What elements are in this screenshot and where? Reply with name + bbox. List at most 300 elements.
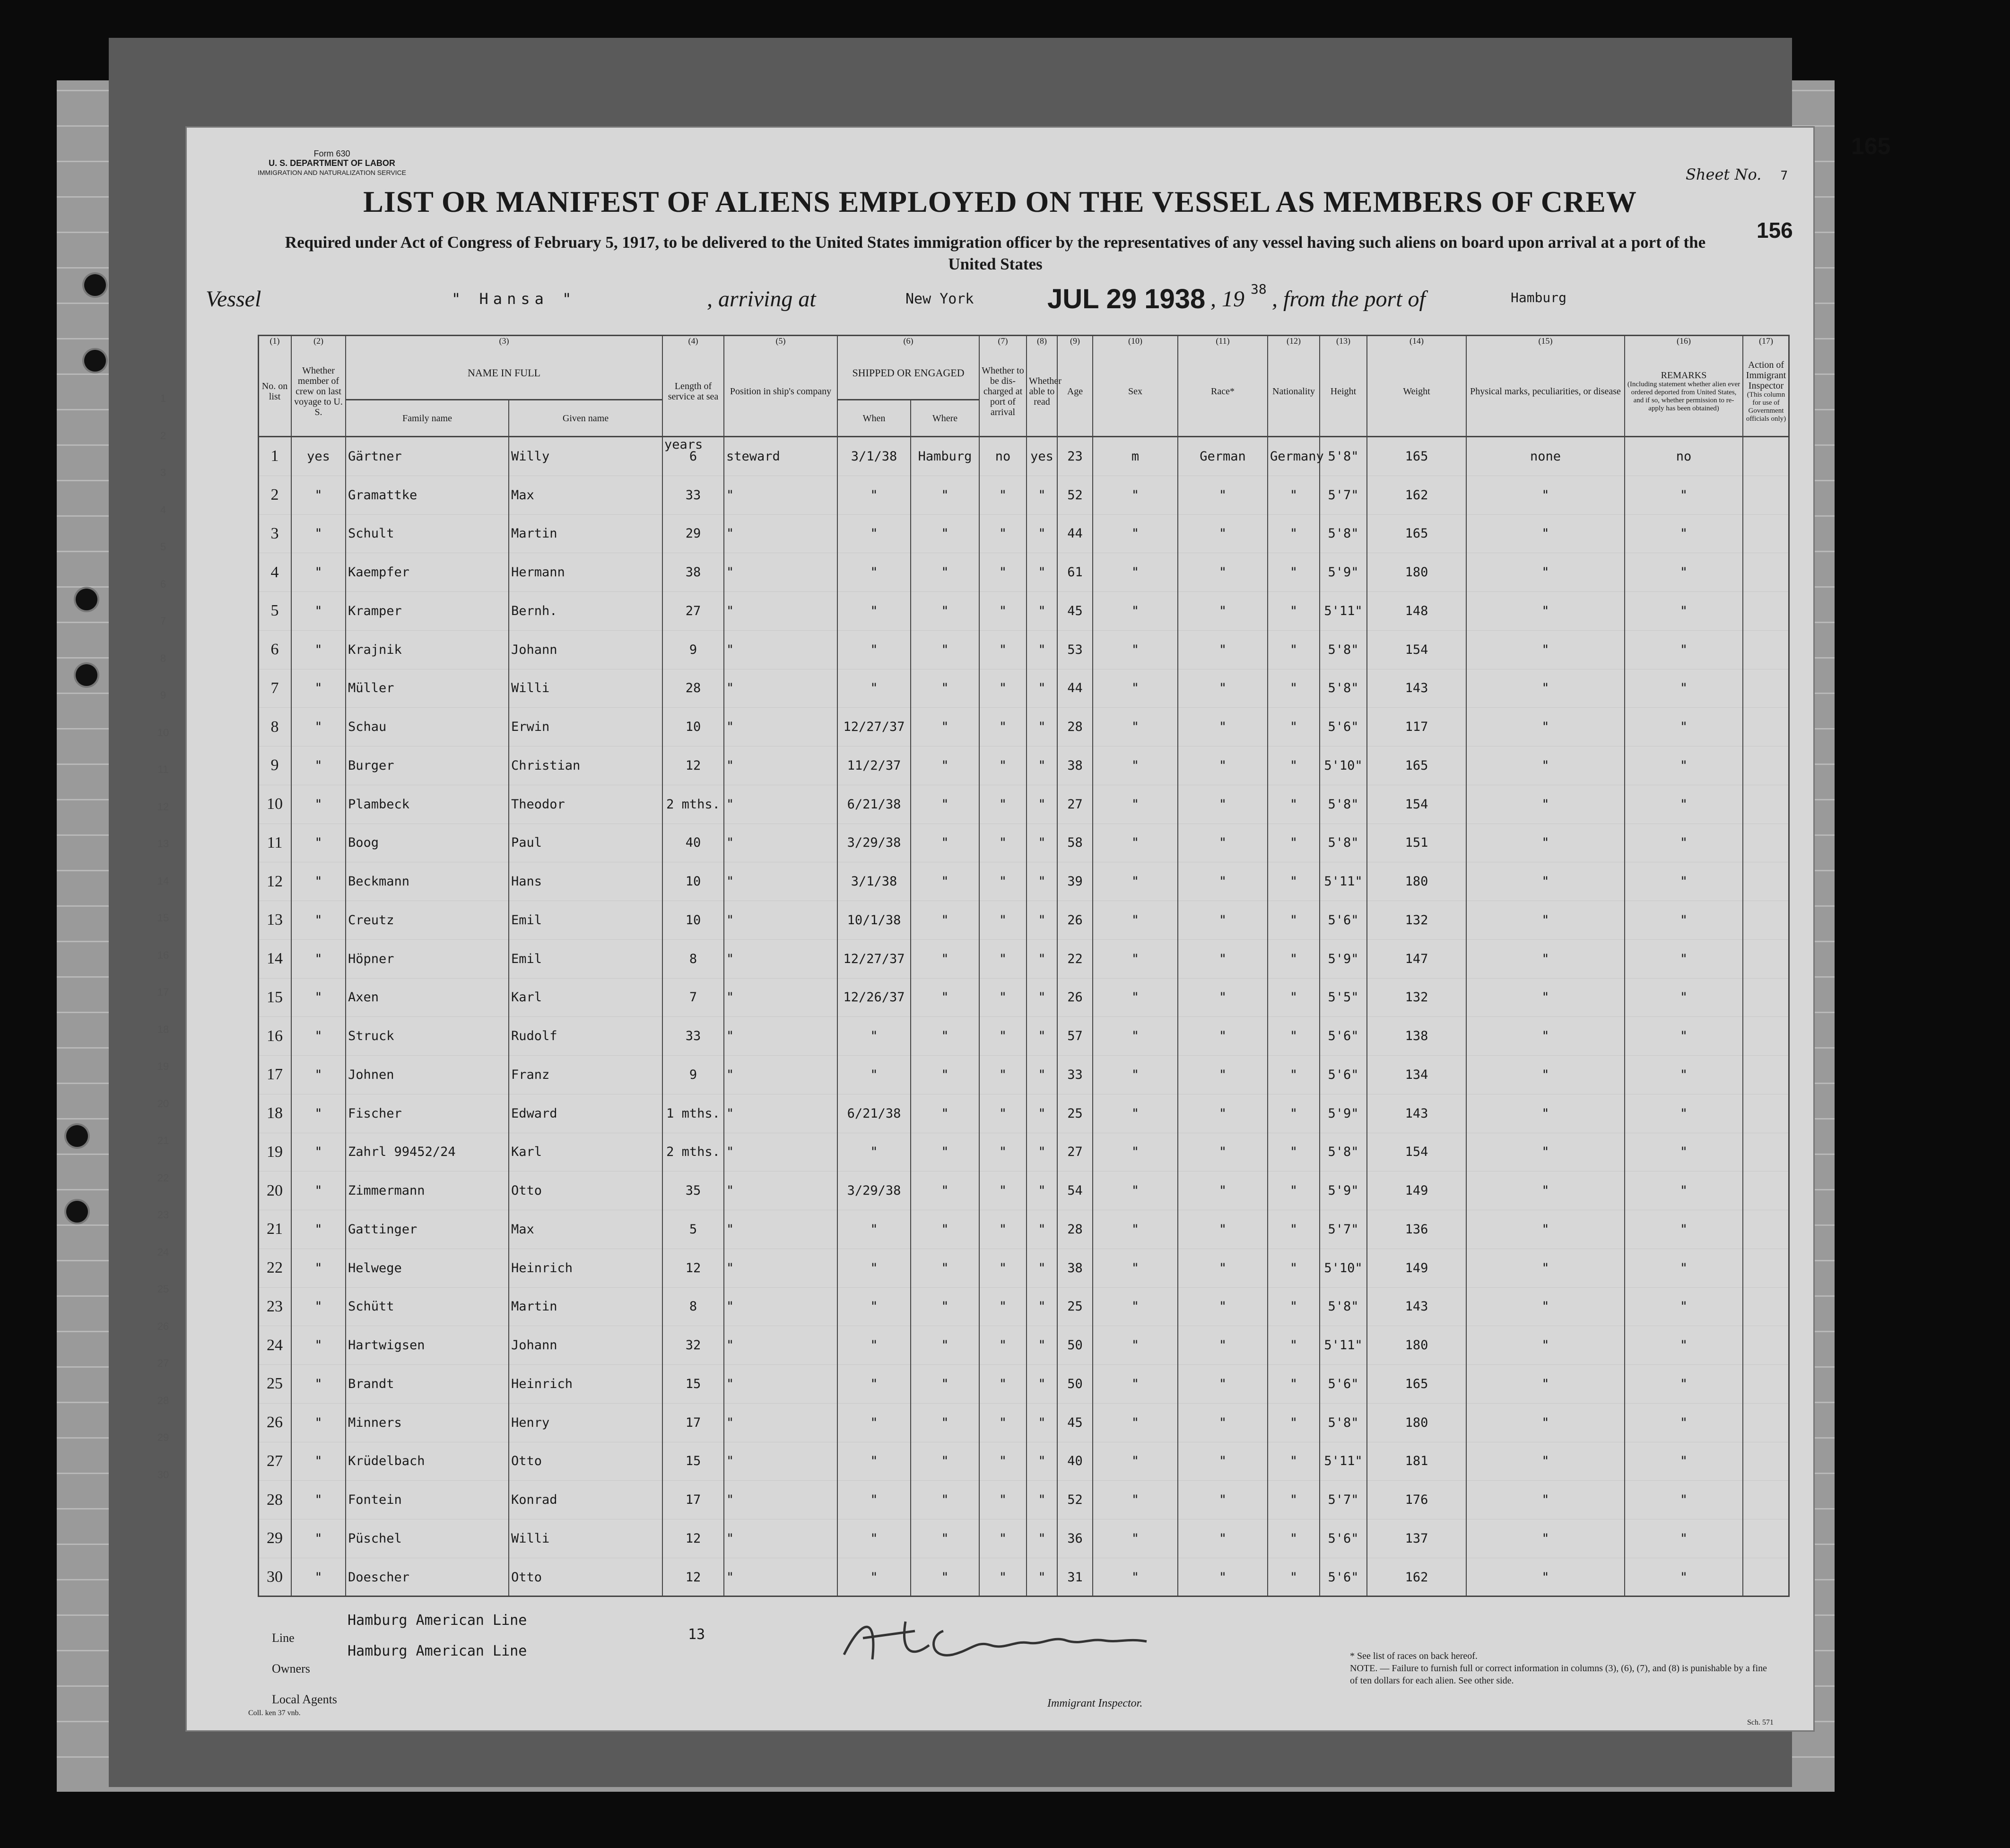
- nationality-cell: ": [1268, 901, 1320, 940]
- race-cell: ": [1178, 1249, 1268, 1287]
- shipped-when-cell: ": [837, 630, 911, 669]
- given-name-cell: Bernh.: [509, 592, 662, 631]
- margin-line-number: 16: [157, 949, 169, 961]
- sex-cell: ": [1093, 1442, 1178, 1481]
- given-name-cell: Heinrich: [509, 1249, 662, 1287]
- position-cell: ": [724, 1056, 837, 1094]
- crew-last-voyage-cell: ": [291, 1326, 346, 1365]
- nationality-cell: ": [1268, 1171, 1320, 1210]
- discharged-cell: ": [979, 1210, 1027, 1249]
- able-read-cell: ": [1027, 1249, 1057, 1287]
- margin-line-number: 30: [157, 1468, 169, 1481]
- nationality-cell: ": [1268, 824, 1320, 862]
- remarks-cell: no: [1625, 437, 1743, 476]
- family-name-cell: Fischer: [346, 1094, 509, 1133]
- able-read-cell: ": [1027, 476, 1057, 514]
- age-cell: 50: [1057, 1326, 1093, 1365]
- table-row: [258, 1249, 1789, 1287]
- column-number: (8): [1027, 335, 1057, 347]
- age-cell: 54: [1057, 1171, 1093, 1210]
- sex-cell: ": [1093, 1519, 1178, 1558]
- family-name-cell: Gärtner: [346, 437, 509, 476]
- age-cell: 36: [1057, 1519, 1093, 1558]
- col-action-title: Action of Immigrant Inspector: [1746, 360, 1786, 391]
- height-cell: 5'8": [1320, 630, 1367, 669]
- height-cell: 5'5": [1320, 978, 1367, 1017]
- shipped-when-cell: ": [837, 1056, 911, 1094]
- physical-marks-cell: ": [1466, 746, 1625, 785]
- race-cell: ": [1178, 1133, 1268, 1171]
- shipped-when-cell: ": [837, 1403, 911, 1442]
- family-name-cell: Minners: [346, 1403, 509, 1442]
- race-cell: ": [1178, 824, 1268, 862]
- row-number-cell: 22: [258, 1249, 291, 1287]
- column-number: (13): [1320, 335, 1367, 347]
- family-name-cell: Püschel: [346, 1519, 509, 1558]
- sex-cell: ": [1093, 1326, 1178, 1365]
- physical-marks-cell: ": [1466, 1094, 1625, 1133]
- position-cell: ": [724, 862, 837, 901]
- remarks-cell: ": [1625, 824, 1743, 862]
- nationality-cell: ": [1268, 476, 1320, 514]
- table-row: [258, 824, 1789, 862]
- table-row: [258, 1056, 1789, 1094]
- table-row: [258, 1519, 1789, 1558]
- given-name-cell: Karl: [509, 978, 662, 1017]
- position-cell: ": [724, 1326, 837, 1365]
- margin-line-number: 15: [157, 912, 169, 924]
- weight-cell: 154: [1367, 785, 1466, 824]
- able-read-cell: ": [1027, 553, 1057, 592]
- weight-cell: 180: [1367, 1403, 1466, 1442]
- family-name-cell: Struck: [346, 1017, 509, 1056]
- length-service-cell: 8: [662, 939, 724, 978]
- race-cell: ": [1178, 862, 1268, 901]
- row-number-cell: 26: [258, 1403, 291, 1442]
- shipped-when-cell: ": [837, 1481, 911, 1519]
- column-number: (12): [1268, 335, 1320, 347]
- discharged-cell: ": [979, 630, 1027, 669]
- shipped-where-cell: ": [911, 746, 979, 785]
- position-cell: ": [724, 514, 837, 553]
- shipped-where-cell: ": [911, 824, 979, 862]
- table-row: [258, 978, 1789, 1017]
- column-number: (10): [1093, 335, 1178, 347]
- shipped-when-cell: 12/27/37: [837, 708, 911, 746]
- line-label: Line: [272, 1631, 295, 1645]
- family-name-cell: Helwege: [346, 1249, 509, 1287]
- age-cell: 33: [1057, 1056, 1093, 1094]
- row-number-cell: 4: [258, 553, 291, 592]
- shipped-where-cell: ": [911, 514, 979, 553]
- table-row: [258, 1017, 1789, 1056]
- handwritten-13: 13: [688, 1626, 705, 1643]
- height-cell: 5'7": [1320, 476, 1367, 514]
- given-name-cell: Martin: [509, 514, 662, 553]
- weight-cell: 165: [1367, 437, 1466, 476]
- nationality-cell: ": [1268, 1442, 1320, 1481]
- crew-last-voyage-cell: ": [291, 669, 346, 708]
- position-cell: ": [724, 1365, 837, 1404]
- able-read-cell: ": [1027, 1287, 1057, 1326]
- family-name-cell: Axen: [346, 978, 509, 1017]
- shipped-where-cell: ": [911, 592, 979, 631]
- discharged-cell: ": [979, 592, 1027, 631]
- crew-last-voyage-cell: ": [291, 939, 346, 978]
- length-service-cell: 5: [662, 1210, 724, 1249]
- race-cell: ": [1178, 901, 1268, 940]
- col-crew-last-voyage: Whether member of crew on last voyage to U. S.: [291, 347, 346, 437]
- age-cell: 45: [1057, 592, 1093, 631]
- position-cell: ": [724, 1210, 837, 1249]
- age-cell: 45: [1057, 1403, 1093, 1442]
- margin-line-number: 23: [157, 1209, 169, 1221]
- column-number: (4): [662, 335, 724, 347]
- shipped-when-cell: 3/1/38: [837, 862, 911, 901]
- col-race: Race*: [1178, 347, 1268, 437]
- able-read-cell: ": [1027, 939, 1057, 978]
- able-read-cell: yes: [1027, 437, 1057, 476]
- column-number: (16): [1625, 335, 1743, 347]
- column-number: (2): [291, 335, 346, 347]
- nationality-cell: ": [1268, 1403, 1320, 1442]
- physical-marks-cell: ": [1466, 553, 1625, 592]
- height-cell: 5'8": [1320, 514, 1367, 553]
- col-sex: Sex: [1093, 347, 1178, 437]
- position-cell: ": [724, 1094, 837, 1133]
- col-when: When: [837, 400, 911, 437]
- row-number-cell: 30: [258, 1558, 291, 1596]
- table-row: [258, 514, 1789, 553]
- discharged-cell: ": [979, 1558, 1027, 1596]
- crew-last-voyage-cell: ": [291, 978, 346, 1017]
- shipped-when-cell: 10/1/38: [837, 901, 911, 940]
- action-inspector-cell: [1743, 1171, 1789, 1210]
- height-cell: 5'8": [1320, 824, 1367, 862]
- able-read-cell: ": [1027, 1133, 1057, 1171]
- given-name-cell: Erwin: [509, 708, 662, 746]
- given-name-cell: Hans: [509, 862, 662, 901]
- margin-line-number: 1: [160, 392, 166, 404]
- weight-cell: 180: [1367, 553, 1466, 592]
- height-cell: 5'6": [1320, 708, 1367, 746]
- shipped-where-cell: ": [911, 1287, 979, 1326]
- sex-cell: ": [1093, 1056, 1178, 1094]
- owners-value: Hamburg American Line: [348, 1643, 527, 1659]
- column-number-row: [258, 335, 1789, 347]
- shipped-where-cell: ": [911, 862, 979, 901]
- shipped-when-cell: ": [837, 1249, 911, 1287]
- table-row: [258, 746, 1789, 785]
- able-read-cell: ": [1027, 630, 1057, 669]
- able-read-cell: ": [1027, 862, 1057, 901]
- race-cell: ": [1178, 1365, 1268, 1404]
- age-cell: 38: [1057, 1249, 1093, 1287]
- col-physical-marks: Physical marks, peculiarities, or disease: [1466, 347, 1625, 437]
- margin-line-number: 14: [157, 875, 169, 887]
- age-cell: 50: [1057, 1365, 1093, 1404]
- physical-marks-cell: ": [1466, 939, 1625, 978]
- height-cell: 5'11": [1320, 1442, 1367, 1481]
- height-cell: 5'9": [1320, 939, 1367, 978]
- remarks-cell: ": [1625, 1210, 1743, 1249]
- physical-marks-cell: ": [1466, 978, 1625, 1017]
- table-body: [258, 437, 1789, 1597]
- discharged-cell: ": [979, 1481, 1027, 1519]
- action-inspector-cell: [1743, 824, 1789, 862]
- discharged-cell: ": [979, 1017, 1027, 1056]
- length-service-cell: 12: [662, 1519, 724, 1558]
- position-cell: ": [724, 824, 837, 862]
- height-cell: 5'8": [1320, 437, 1367, 476]
- position-cell: ": [724, 1171, 837, 1210]
- height-cell: 5'6": [1320, 1365, 1367, 1404]
- length-service-cell: 8: [662, 1287, 724, 1326]
- shipped-where-cell: ": [911, 785, 979, 824]
- shipped-where-cell: ": [911, 1558, 979, 1596]
- shipped-where-cell: ": [911, 1326, 979, 1365]
- physical-marks-cell: ": [1466, 1056, 1625, 1094]
- crew-last-voyage-cell: ": [291, 862, 346, 901]
- action-inspector-cell: [1743, 785, 1789, 824]
- sex-cell: ": [1093, 1094, 1178, 1133]
- row-number-cell: 2: [258, 476, 291, 514]
- length-service-cell: 9: [662, 630, 724, 669]
- physical-marks-cell: ": [1466, 862, 1625, 901]
- race-cell: ": [1178, 785, 1268, 824]
- remarks-cell: ": [1625, 785, 1743, 824]
- shipped-when-cell: ": [837, 1133, 911, 1171]
- discharged-cell: no: [979, 437, 1027, 476]
- action-inspector-cell: [1743, 592, 1789, 631]
- col-discharged: Whether to be dis-charged at port of arrival: [979, 347, 1027, 437]
- nationality-cell: ": [1268, 553, 1320, 592]
- row-number-cell: 16: [258, 1017, 291, 1056]
- age-cell: 44: [1057, 514, 1093, 553]
- height-cell: 5'7": [1320, 1481, 1367, 1519]
- weight-cell: 143: [1367, 669, 1466, 708]
- binder-hole: [76, 589, 97, 610]
- able-read-cell: ": [1027, 1210, 1057, 1249]
- able-read-cell: ": [1027, 1171, 1057, 1210]
- row-number-cell: 29: [258, 1519, 291, 1558]
- given-name-cell: Henry: [509, 1403, 662, 1442]
- height-cell: 5'9": [1320, 1171, 1367, 1210]
- weight-cell: 137: [1367, 1519, 1466, 1558]
- able-read-cell: ": [1027, 669, 1057, 708]
- crew-last-voyage-cell: ": [291, 476, 346, 514]
- margin-line-number: 4: [160, 503, 166, 516]
- weight-cell: 143: [1367, 1287, 1466, 1326]
- race-cell: ": [1178, 1094, 1268, 1133]
- column-number: (9): [1057, 335, 1093, 347]
- given-name-cell: Willi: [509, 1519, 662, 1558]
- remarks-cell: ": [1625, 630, 1743, 669]
- manifest-subtitle: Required under Act of Congress of February 5, 1917, to be delivered to the United States immigration officer by the representatives of any vessel having such aliens on board upon arrival at a port of the United States: [285, 233, 1706, 273]
- shipped-where-cell: ": [911, 1017, 979, 1056]
- table-row: [258, 1481, 1789, 1519]
- margin-line-number: 18: [157, 1023, 169, 1035]
- remarks-cell: ": [1625, 708, 1743, 746]
- age-cell: 53: [1057, 630, 1093, 669]
- action-inspector-cell: [1743, 746, 1789, 785]
- family-name-cell: Doescher: [346, 1558, 509, 1596]
- race-cell: ": [1178, 1017, 1268, 1056]
- nationality-cell: ": [1268, 1094, 1320, 1133]
- nationality-cell: ": [1268, 978, 1320, 1017]
- col-weight: Weight: [1367, 347, 1466, 437]
- shipped-when-cell: ": [837, 514, 911, 553]
- age-cell: 52: [1057, 476, 1093, 514]
- weight-cell: 176: [1367, 1481, 1466, 1519]
- action-inspector-cell: [1743, 978, 1789, 1017]
- nationality-cell: ": [1268, 1210, 1320, 1249]
- family-name-cell: Schau: [346, 708, 509, 746]
- length-service-cell: 12: [662, 1249, 724, 1287]
- nationality-cell: ": [1268, 1326, 1320, 1365]
- age-cell: 28: [1057, 1210, 1093, 1249]
- family-name-cell: Kramper: [346, 592, 509, 631]
- margin-line-number: 12: [157, 800, 169, 813]
- col-name-in-full: NAME IN FULL: [346, 347, 662, 400]
- row-number-cell: 11: [258, 824, 291, 862]
- sex-cell: ": [1093, 553, 1178, 592]
- age-cell: 28: [1057, 708, 1093, 746]
- arrival-port: New York: [905, 291, 974, 307]
- margin-line-number: 20: [157, 1097, 169, 1110]
- immigrant-inspector-label: Immigrant Inspector.: [1047, 1697, 1143, 1709]
- row-number-cell: 13: [258, 901, 291, 940]
- height-cell: 5'8": [1320, 785, 1367, 824]
- form-header: [258, 149, 406, 177]
- position-cell: ": [724, 1519, 837, 1558]
- family-name-cell: Johnen: [346, 1056, 509, 1094]
- height-cell: 5'6": [1320, 1558, 1367, 1596]
- family-name-cell: Schütt: [346, 1287, 509, 1326]
- table-row: [258, 708, 1789, 746]
- year-label: , 19: [1210, 286, 1244, 312]
- margin-line-number: 28: [157, 1394, 169, 1406]
- able-read-cell: ": [1027, 1365, 1057, 1404]
- row-number-cell: 10: [258, 785, 291, 824]
- sex-cell: ": [1093, 1481, 1178, 1519]
- height-cell: 5'7": [1320, 1210, 1367, 1249]
- race-cell: ": [1178, 1210, 1268, 1249]
- age-cell: 23: [1057, 437, 1093, 476]
- col-nationality: Nationality: [1268, 347, 1320, 437]
- table-row: [258, 1558, 1789, 1596]
- given-name-cell: Karl: [509, 1133, 662, 1171]
- manifest-sheet: [157, 128, 1813, 1730]
- shipped-when-cell: 3/29/38: [837, 1171, 911, 1210]
- height-cell: 5'11": [1320, 1326, 1367, 1365]
- weight-cell: 165: [1367, 746, 1466, 785]
- col-remarks-note: (Including statement whether alien ever ordered deported from United States, and if so, whether permission to re-apply has been obtained): [1627, 381, 1740, 412]
- given-name-cell: Willy: [509, 437, 662, 476]
- col-length-service: Length of service at sea: [662, 347, 724, 437]
- given-name-cell: Theodor: [509, 785, 662, 824]
- family-name-cell: Fontein: [346, 1481, 509, 1519]
- length-service-cell: 29: [662, 514, 724, 553]
- print-code-left: Coll. ken 37 vnb.: [248, 1709, 301, 1717]
- physical-marks-cell: ": [1466, 1558, 1625, 1596]
- sex-cell: ": [1093, 785, 1178, 824]
- remarks-cell: ": [1625, 553, 1743, 592]
- physical-marks-cell: ": [1466, 1442, 1625, 1481]
- weight-cell: 138: [1367, 1017, 1466, 1056]
- nationality-cell: ": [1268, 1558, 1320, 1596]
- column-number: (3): [346, 335, 662, 347]
- nationality-cell: ": [1268, 514, 1320, 553]
- remarks-cell: ": [1625, 1249, 1743, 1287]
- given-name-cell: Johann: [509, 630, 662, 669]
- sex-cell: ": [1093, 901, 1178, 940]
- col-no-on-list: No. on list: [258, 347, 291, 437]
- crew-last-voyage-cell: ": [291, 1519, 346, 1558]
- discharged-cell: ": [979, 1403, 1027, 1442]
- binder-hole: [84, 350, 106, 372]
- family-name-cell: Burger: [346, 746, 509, 785]
- discharged-cell: ": [979, 708, 1027, 746]
- action-inspector-cell: [1743, 1056, 1789, 1094]
- position-cell: ": [724, 1403, 837, 1442]
- action-inspector-cell: [1743, 476, 1789, 514]
- able-read-cell: ": [1027, 978, 1057, 1017]
- action-inspector-cell: [1743, 862, 1789, 901]
- vessel-line: [206, 281, 1766, 314]
- row-number-cell: 17: [258, 1056, 291, 1094]
- able-read-cell: ": [1027, 1017, 1057, 1056]
- margin-line-number: 3: [160, 467, 166, 478]
- discharged-cell: ": [979, 1133, 1027, 1171]
- margin-line-number: 25: [157, 1283, 169, 1295]
- margin-line-number: 13: [157, 838, 169, 850]
- given-name-cell: Paul: [509, 824, 662, 862]
- row-number-cell: 8: [258, 708, 291, 746]
- family-name-cell: Zimmermann: [346, 1171, 509, 1210]
- crew-last-voyage-cell: ": [291, 1403, 346, 1442]
- shipped-when-cell: 6/21/38: [837, 1094, 911, 1133]
- physical-marks-cell: ": [1466, 476, 1625, 514]
- crew-last-voyage-cell: ": [291, 1287, 346, 1326]
- position-cell: ": [724, 1442, 837, 1481]
- crew-last-voyage-cell: ": [291, 785, 346, 824]
- length-service-cell: 28: [662, 669, 724, 708]
- row-number-cell: 15: [258, 978, 291, 1017]
- given-name-cell: Max: [509, 476, 662, 514]
- crew-last-voyage-cell: ": [291, 746, 346, 785]
- race-cell: ": [1178, 1403, 1268, 1442]
- table-header: [258, 335, 1789, 437]
- able-read-cell: ": [1027, 1056, 1057, 1094]
- length-service-cell: 1 mths.: [662, 1094, 724, 1133]
- shipped-where-cell: ": [911, 476, 979, 514]
- nationality-cell: ": [1268, 1287, 1320, 1326]
- length-service-cell: 6: [662, 437, 724, 476]
- nationality-cell: ": [1268, 1249, 1320, 1287]
- action-inspector-cell: [1743, 901, 1789, 940]
- margin-line-number: 5: [160, 541, 166, 553]
- crew-last-voyage-cell: ": [291, 592, 346, 631]
- given-name-cell: Heinrich: [509, 1365, 662, 1404]
- discharged-cell: ": [979, 1442, 1027, 1481]
- years-note: years: [664, 437, 703, 452]
- row-number-cell: 21: [258, 1210, 291, 1249]
- position-cell: ": [724, 901, 837, 940]
- weight-cell: 154: [1367, 630, 1466, 669]
- line-numbers-margin: [154, 392, 173, 1506]
- action-inspector-cell: [1743, 1365, 1789, 1404]
